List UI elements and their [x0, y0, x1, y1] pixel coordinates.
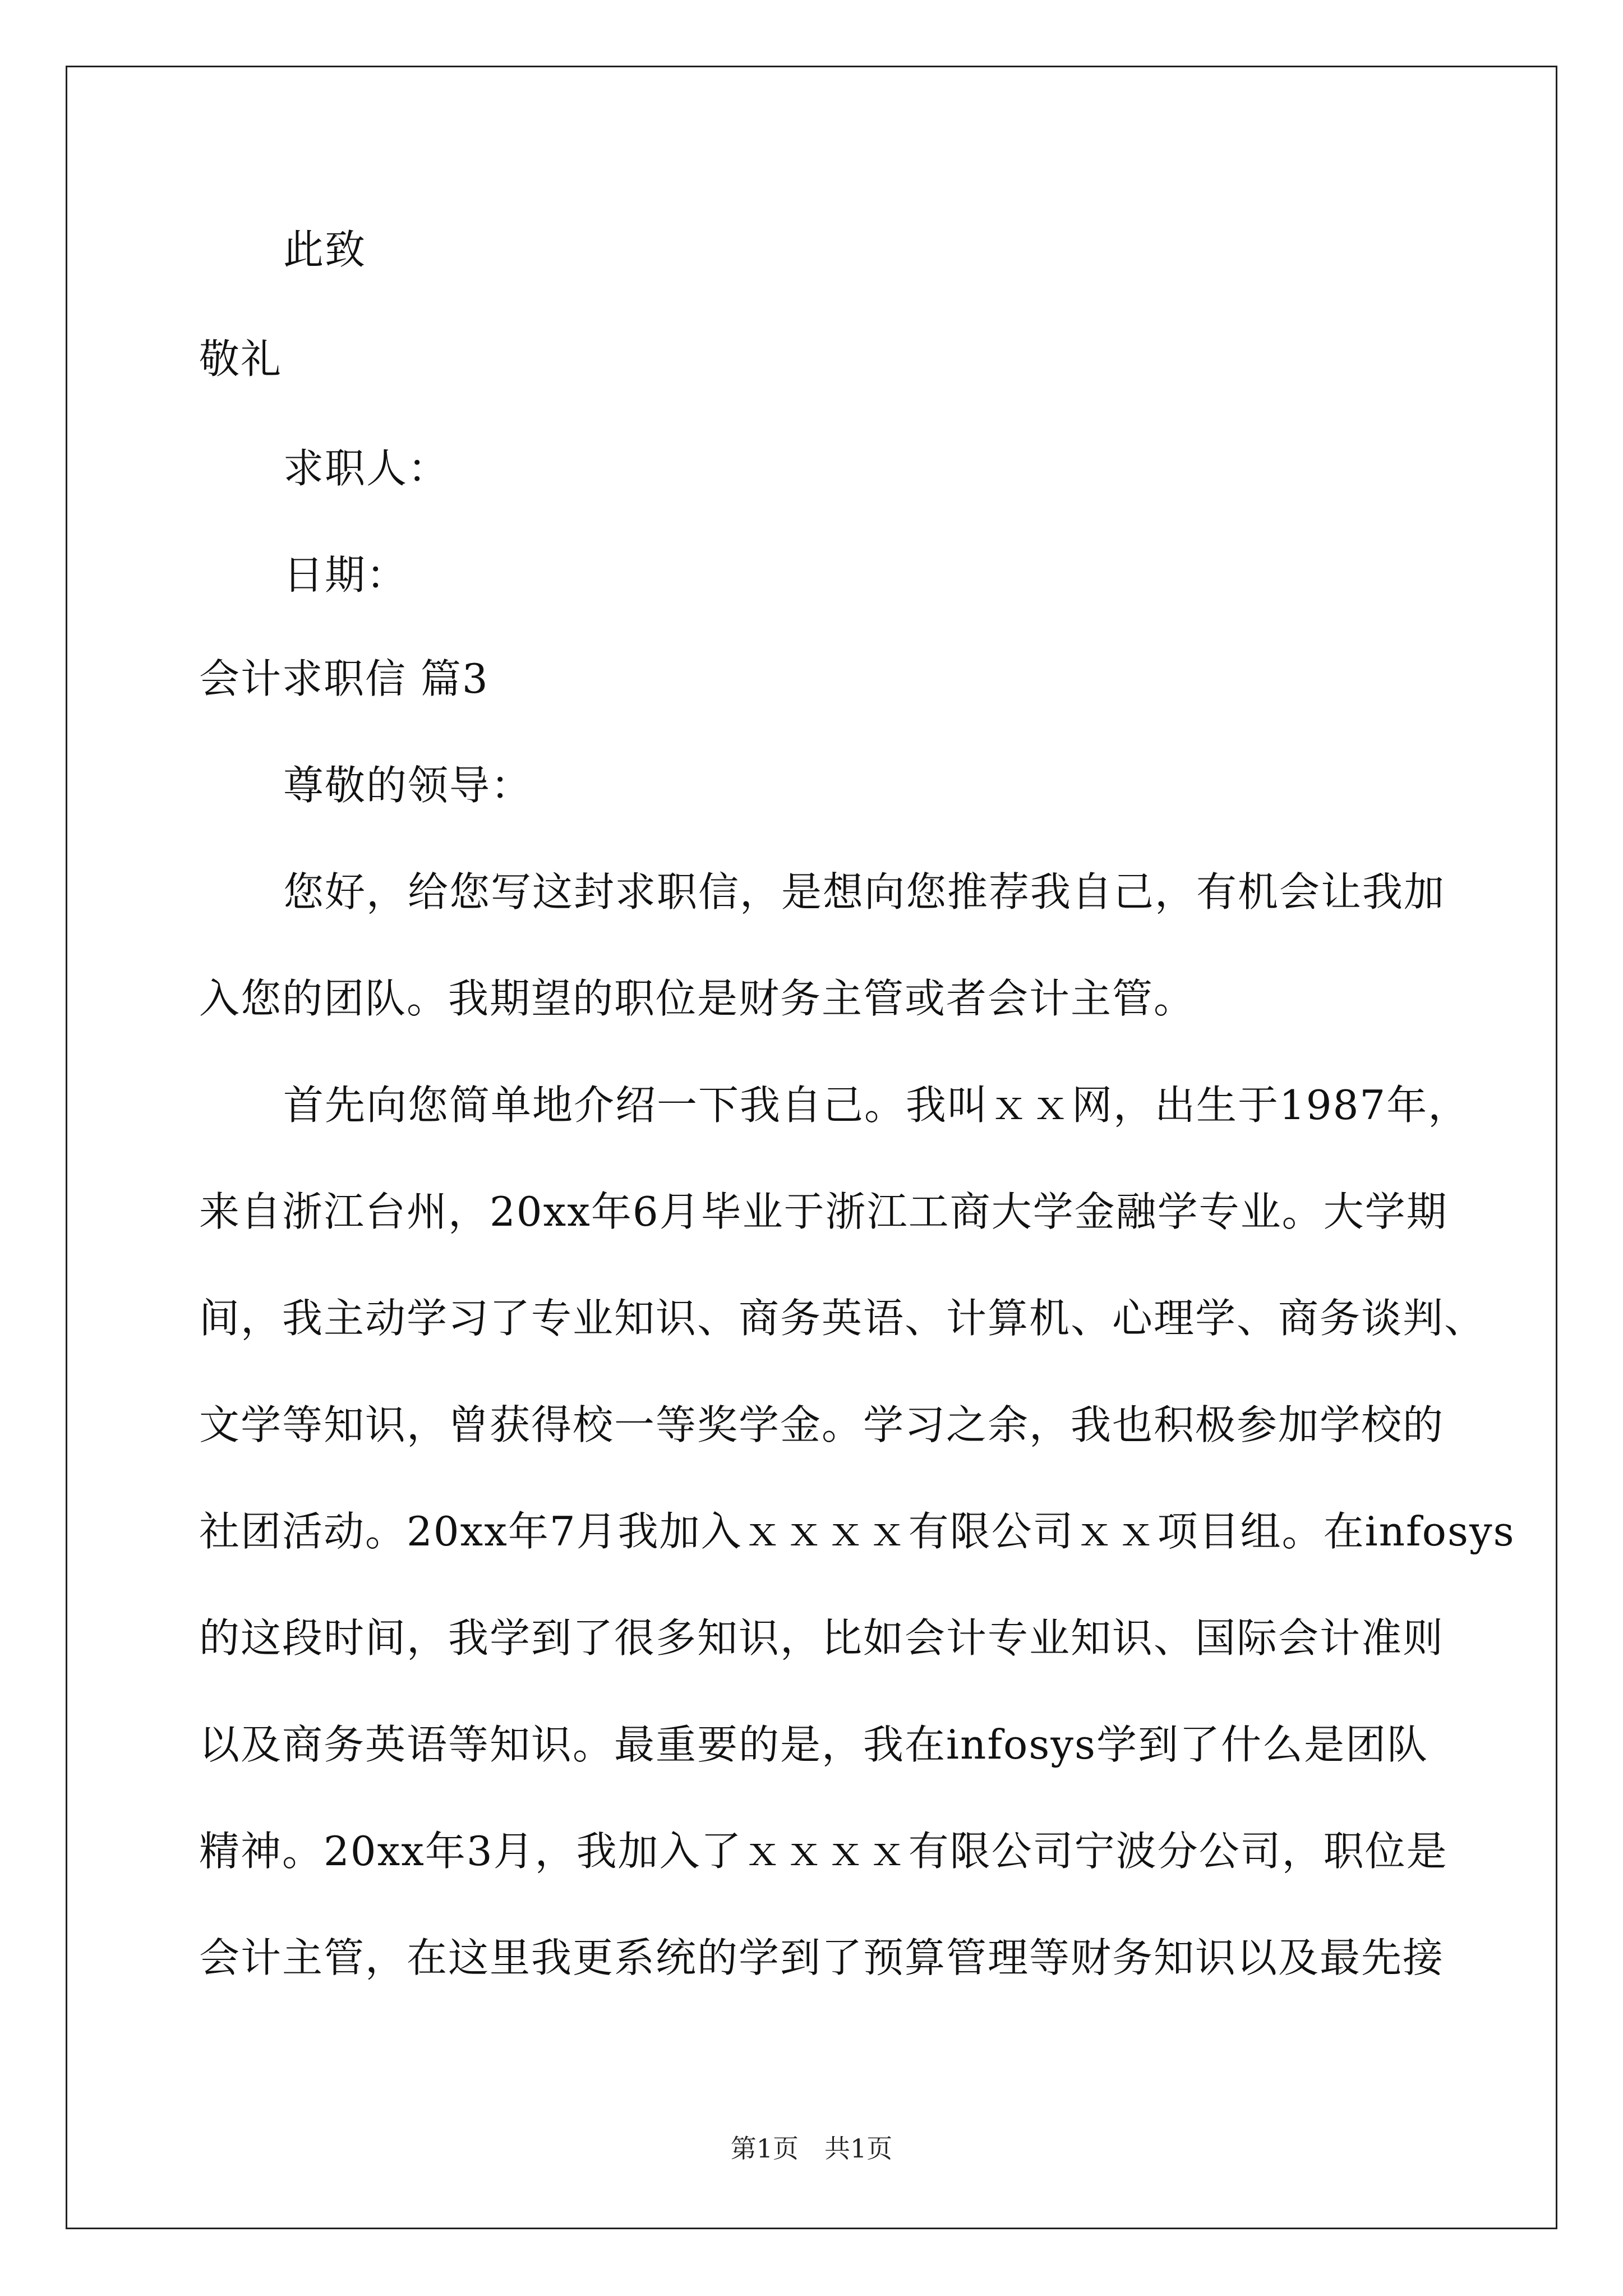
date-label: 日期：: [283, 551, 408, 599]
paragraph-line: 首先向您简单地介绍一下我自己。我叫ｘｘ网，出生于1987年，: [283, 1082, 1470, 1129]
paragraph-line: 社团活动。20xx年7月我加入ｘｘｘｘ有限公司ｘｘ项目组。在infosys: [199, 1508, 1515, 1555]
section-title: 会计求职信 篇3: [199, 655, 489, 702]
page-frame: [66, 66, 1557, 2229]
paragraph-line: 入您的团队。我期望的职位是财务主管或者会计主管。: [199, 975, 1196, 1022]
paragraph-line: 文学等知识，曾获得校一等奖学金。学习之余，我也积极参加学校的: [199, 1401, 1445, 1448]
paragraph-line: 来自浙江台州，20xx年6月毕业于浙江工商大学金融学专业。大学期: [199, 1188, 1448, 1235]
applicant-label: 求职人：: [283, 445, 450, 492]
paragraph-line: 间，我主动学习了专业知识、商务英语、计算机、心理学、商务谈判、: [199, 1295, 1486, 1342]
paragraph-line: 会计主管，在这里我更系统的学到了预算管理等财务知识以及最先接: [199, 1934, 1445, 1981]
paragraph-line: 以及商务英语等知识。最重要的是，我在infosys学到了什么是团队: [199, 1721, 1428, 1768]
paragraph-line: 精神。20xx年3月，我加入了ｘｘｘｘ有限公司宁波分公司，职位是: [199, 1828, 1448, 1875]
closing-salutation: 此致: [283, 226, 367, 273]
closing-regards: 敬礼: [199, 335, 283, 383]
page-footer: 第1页 共1页: [730, 2133, 893, 2164]
paragraph-line: 您好，给您写这封求职信，是想向您推荐我自己，有机会让我加: [283, 868, 1446, 915]
paragraph-line: 的这段时间，我学到了很多知识，比如会计专业知识、国际会计准则: [199, 1614, 1445, 1662]
letter-greeting: 尊敬的领导：: [283, 762, 533, 809]
